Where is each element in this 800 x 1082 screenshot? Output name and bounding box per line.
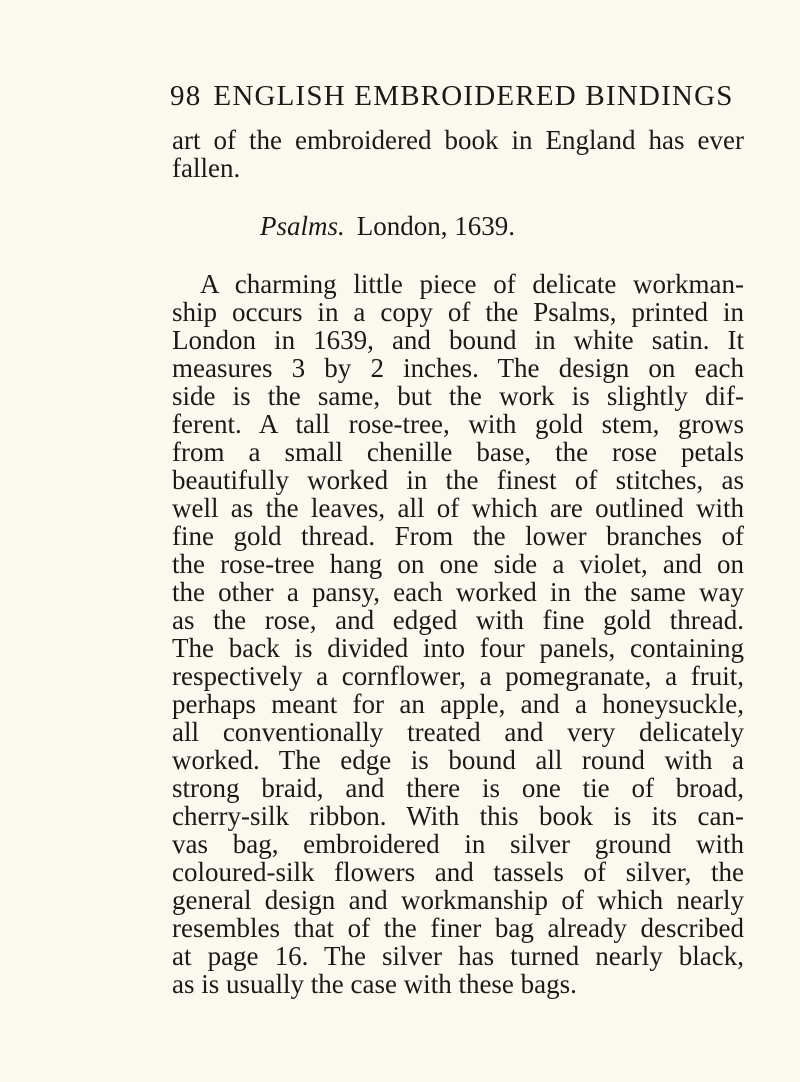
text-line: London in 1639, and bound in white satin. It <box>172 325 744 355</box>
subheading-place-date: London, 1639. <box>356 211 516 241</box>
page-number: 98 <box>170 80 202 112</box>
text-line: coloured-silk flowers and tassels of silver, the <box>172 857 744 887</box>
text-line: ship occurs in a copy of the Psalms, printed in <box>172 297 744 327</box>
text-line: perhaps meant for an apple, and a honeysuckle, <box>172 689 744 719</box>
text-line: respectively a cornflower, a pomegranate, a fruit, <box>172 661 744 691</box>
text-line: from a small chenille base, the rose petals <box>172 437 744 467</box>
text-line: art of the embroidered book in England has ever <box>172 125 744 155</box>
text-line: general design and workmanship of which nearly <box>172 885 744 915</box>
text-line: side is the same, but the work is slightly dif- <box>172 381 744 411</box>
text-line: vas bag, embroidered in silver ground with <box>172 829 744 859</box>
text-line: cherry-silk ribbon. With this book is its can- <box>172 801 744 831</box>
text-line: well as the leaves, all of which are outlined with <box>172 493 744 523</box>
text-line: as is usually the case with these bags. <box>172 969 577 999</box>
text-line: as the rose, and edged with fine gold thread. <box>172 605 744 635</box>
text-line: the other a pansy, each worked in the same way <box>172 577 744 607</box>
text-line: strong braid, and there is one tie of broad, <box>172 773 744 803</box>
section-subheading <box>172 212 744 240</box>
text-line: worked. The edge is bound all round with a <box>172 745 744 775</box>
text-line: The back is divided into four panels, containing <box>172 633 744 663</box>
text-line: A charming little piece of delicate workman- <box>200 269 744 299</box>
text-line: fine gold thread. From the lower branches of <box>172 521 744 551</box>
running-header <box>170 80 734 113</box>
text-line: measures 3 by 2 inches. The design on each <box>172 353 744 383</box>
subheading-title: Psalms. <box>260 211 345 241</box>
text-line: resembles that of the finer bag already described <box>172 913 744 943</box>
text-line: all conventionally treated and very delicately <box>172 717 744 747</box>
text-line: ferent. A tall rose-tree, with gold stem, grows <box>172 409 744 439</box>
running-title: ENGLISH EMBROIDERED BINDINGS <box>213 80 734 112</box>
body-text <box>172 126 744 998</box>
text-line: the rose-tree hang on one side a violet, and on <box>172 549 744 579</box>
text-line: at page 16. The silver has turned nearly black, <box>172 941 744 971</box>
text-line: beautifully worked in the finest of stitches, as <box>172 465 744 495</box>
text-line: fallen. <box>172 153 241 183</box>
